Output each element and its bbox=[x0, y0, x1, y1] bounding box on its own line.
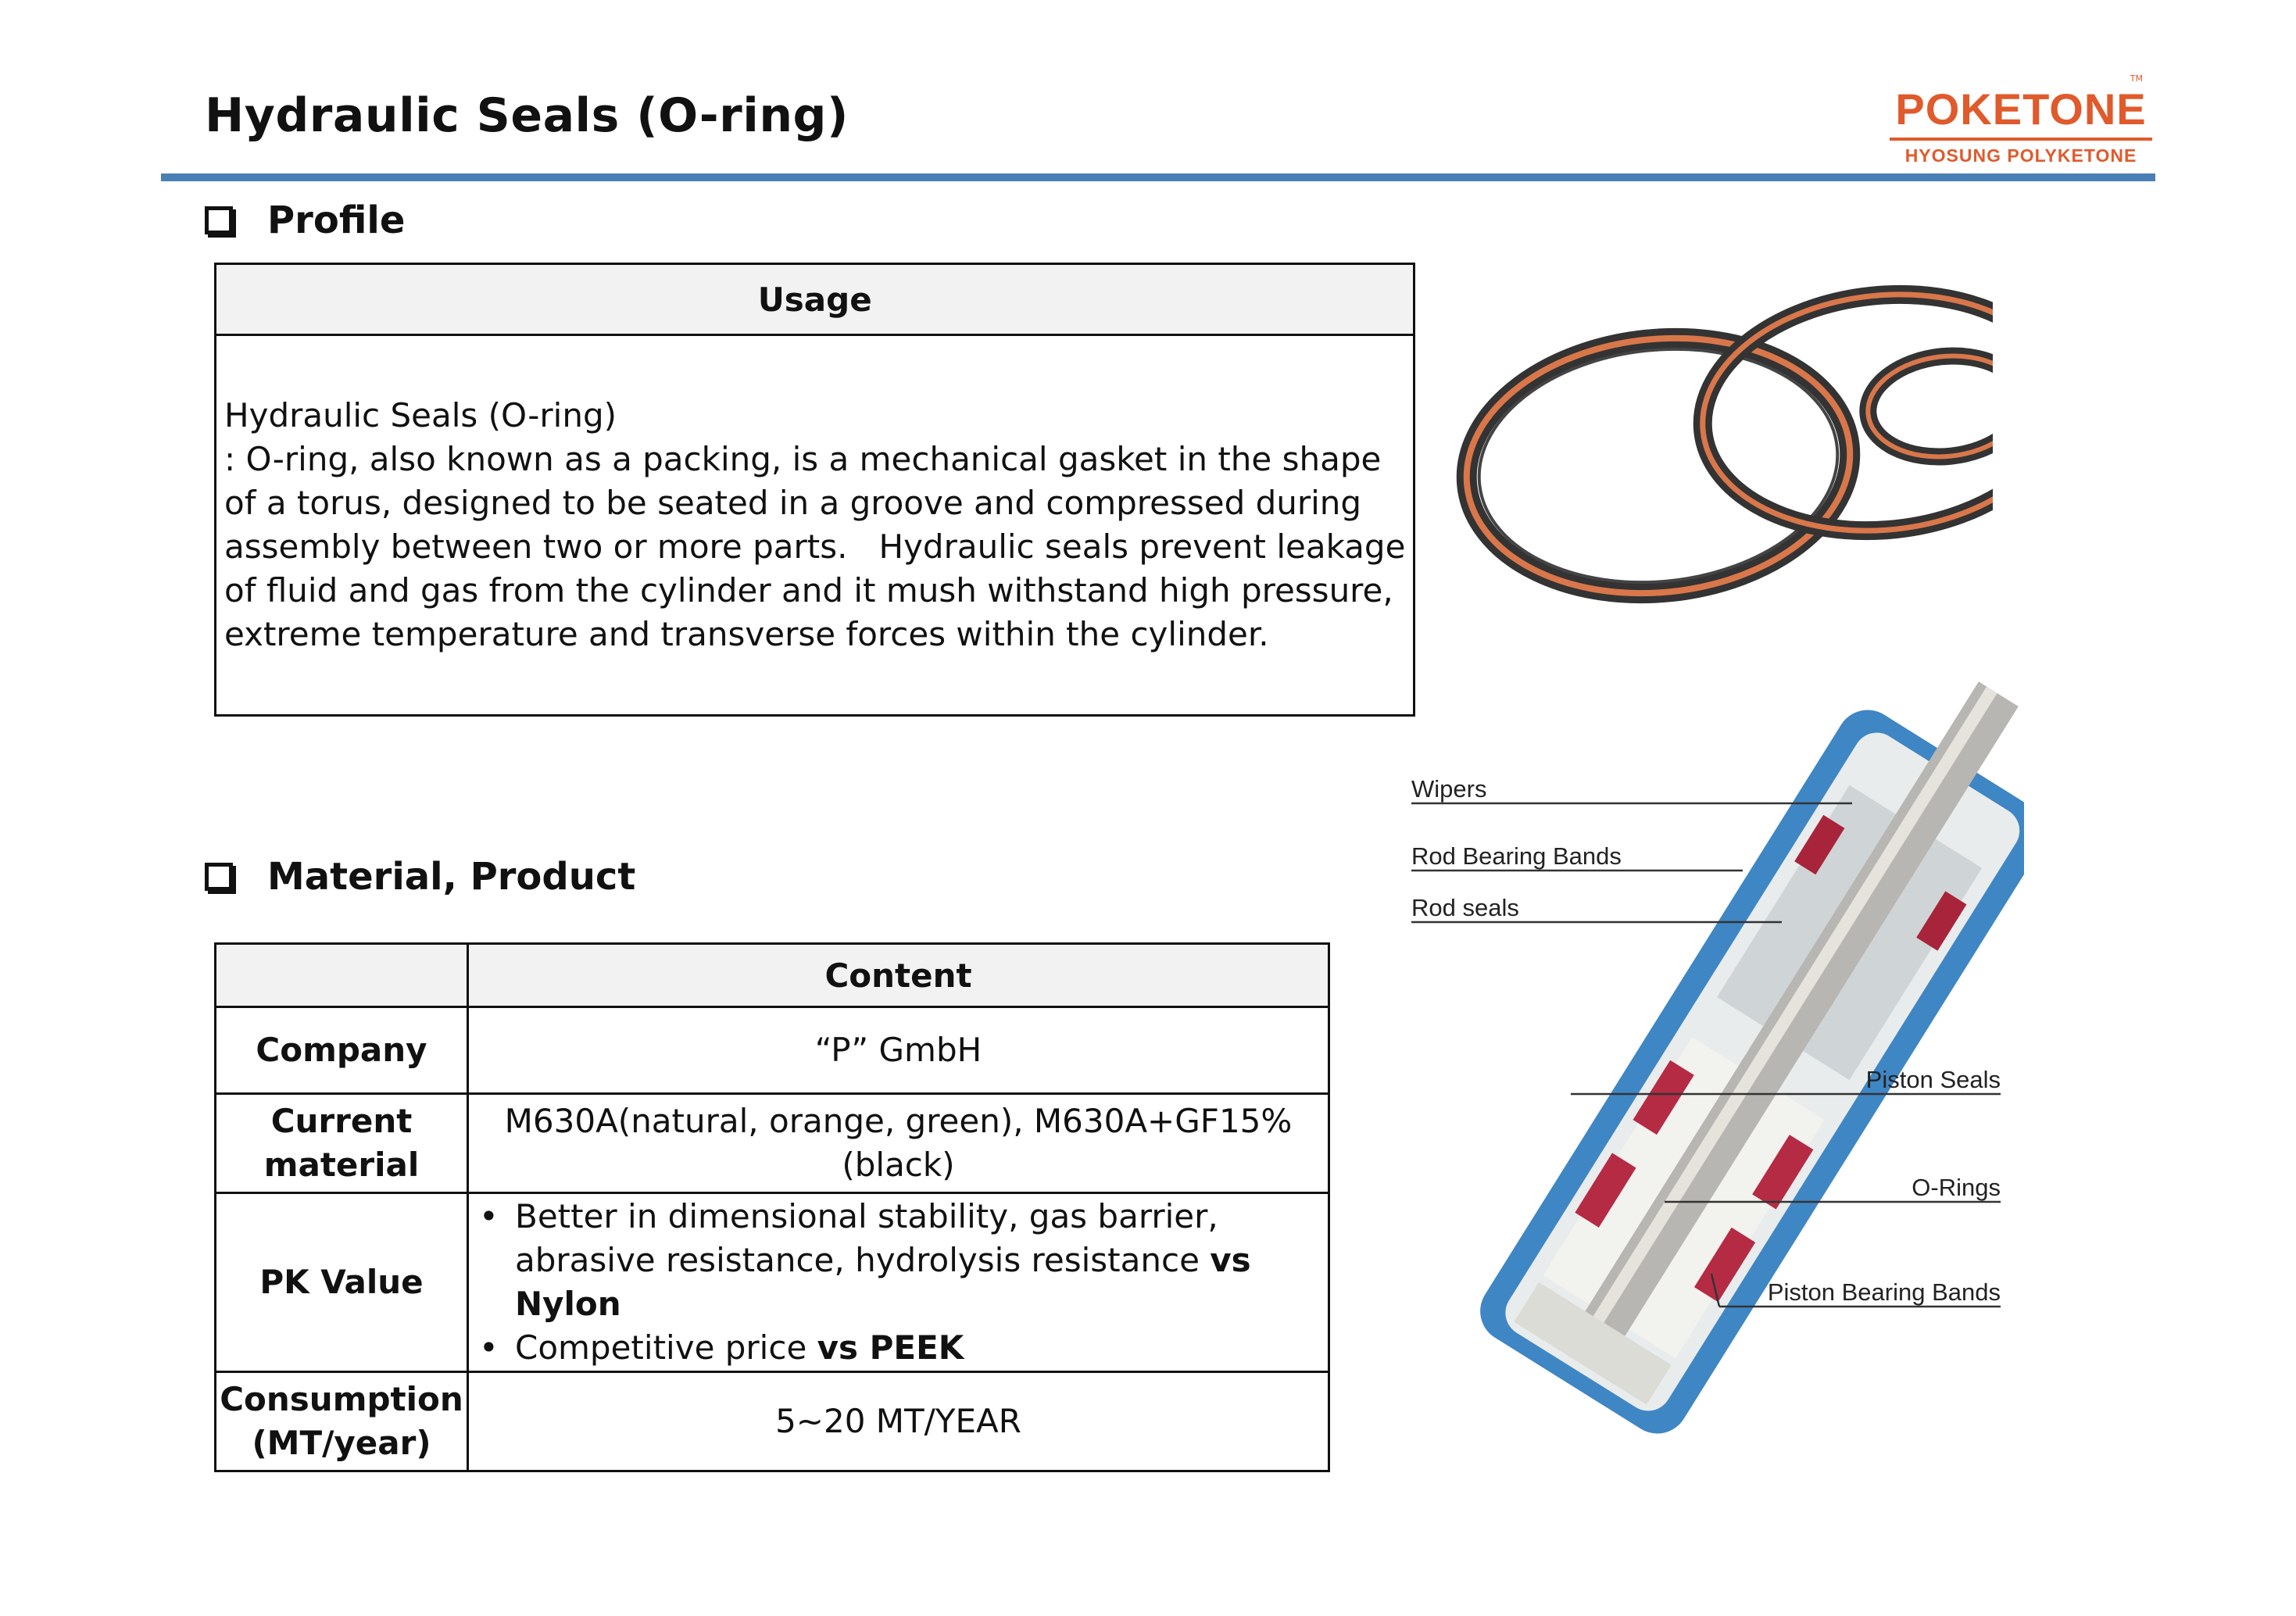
pk-item-text: Better in dimensional stability, gas barrier, abrasive resistance, hydrolysis resistance bbox=[515, 1197, 1218, 1279]
pk-item-text: Competitive price bbox=[515, 1328, 817, 1367]
pk-value-list bbox=[470, 1195, 1327, 1370]
table-row bbox=[216, 1193, 1329, 1372]
current-material-value: M630A(natural, orange, green), M630A+GF15%(black) bbox=[468, 1094, 1329, 1193]
pk-item-comparison: vs PEEK bbox=[817, 1328, 964, 1367]
row-label-current-material bbox=[216, 1094, 468, 1193]
material-heading-text: Material, Product bbox=[267, 855, 636, 899]
usage-line: assembly between two or more parts. Hydraulic seals prevent leakage bbox=[224, 527, 1406, 566]
logo-underline bbox=[1890, 138, 2152, 141]
title-divider bbox=[161, 173, 2155, 181]
company-value: “P” GmbH bbox=[468, 1007, 1329, 1094]
pk-value-cell bbox=[468, 1193, 1329, 1372]
row-label-line: Consumption bbox=[220, 1380, 463, 1418]
usage-line: of fluid and gas from the cylinder and it mush withstand high pressure, bbox=[224, 571, 1393, 610]
slide-title: Hydraulic Seals (O-ring) bbox=[205, 88, 849, 143]
material-table-corner bbox=[216, 944, 468, 1007]
row-label-line: (MT/year) bbox=[252, 1424, 431, 1462]
row-label-consumption bbox=[216, 1372, 468, 1471]
row-label-line: Current bbox=[270, 1102, 413, 1140]
callout-o-rings: O-Rings bbox=[1912, 1174, 2001, 1201]
list-item bbox=[479, 1195, 1319, 1326]
material-table bbox=[214, 942, 1330, 1472]
usage-table-header: Usage bbox=[216, 264, 1414, 335]
poketone-logo bbox=[1890, 73, 2152, 173]
usage-line: : O-ring, also known as a packing, is a mechanical gasket in the shape bbox=[224, 440, 1382, 478]
row-label-pk-value: PK Value bbox=[216, 1193, 468, 1372]
logo-trademark: TM bbox=[2130, 73, 2143, 84]
material-heading bbox=[205, 852, 635, 902]
row-label-company: Company bbox=[216, 1007, 468, 1094]
hydraulic-cylinder-diagram bbox=[1383, 672, 2024, 1469]
table-row bbox=[216, 1372, 1329, 1471]
usage-line: of a torus, designed to be seated in a groove and compressed during bbox=[224, 484, 1362, 522]
profile-heading-text: Profile bbox=[267, 198, 406, 242]
table-row bbox=[216, 1007, 1329, 1094]
usage-table bbox=[214, 263, 1415, 717]
content-column-header: Content bbox=[468, 944, 1329, 1007]
list-item bbox=[479, 1326, 1319, 1370]
o-rings-photo bbox=[1446, 281, 1993, 625]
consumption-value: 5~20 MT/YEAR bbox=[468, 1372, 1329, 1471]
row-label-line: material bbox=[263, 1146, 420, 1184]
checkbox-bullet-icon bbox=[205, 863, 233, 891]
usage-line: extreme temperature and transverse forces within the cylinder. bbox=[224, 615, 1269, 653]
logo-brand: POKETONE bbox=[1895, 84, 2147, 134]
table-row bbox=[216, 1094, 1329, 1193]
callout-wipers: Wipers bbox=[1411, 775, 1487, 803]
usage-line: Hydraulic Seals (O-ring) bbox=[224, 396, 617, 434]
pk-item-comparison: vs Nylon bbox=[515, 1241, 1251, 1323]
callout-rod-bearing-bands: Rod Bearing Bands bbox=[1411, 842, 1622, 870]
checkbox-bullet-icon bbox=[205, 206, 233, 234]
callout-piston-seals: Piston Seals bbox=[1865, 1066, 2001, 1093]
callout-rod-seals: Rod seals bbox=[1411, 894, 1519, 921]
callout-piston-bearing-bands: Piston Bearing Bands bbox=[1767, 1278, 2001, 1306]
profile-heading bbox=[205, 195, 405, 245]
logo-subtitle: HYOSUNG POLYKETONE bbox=[1904, 145, 2137, 166]
usage-description bbox=[216, 335, 1414, 716]
